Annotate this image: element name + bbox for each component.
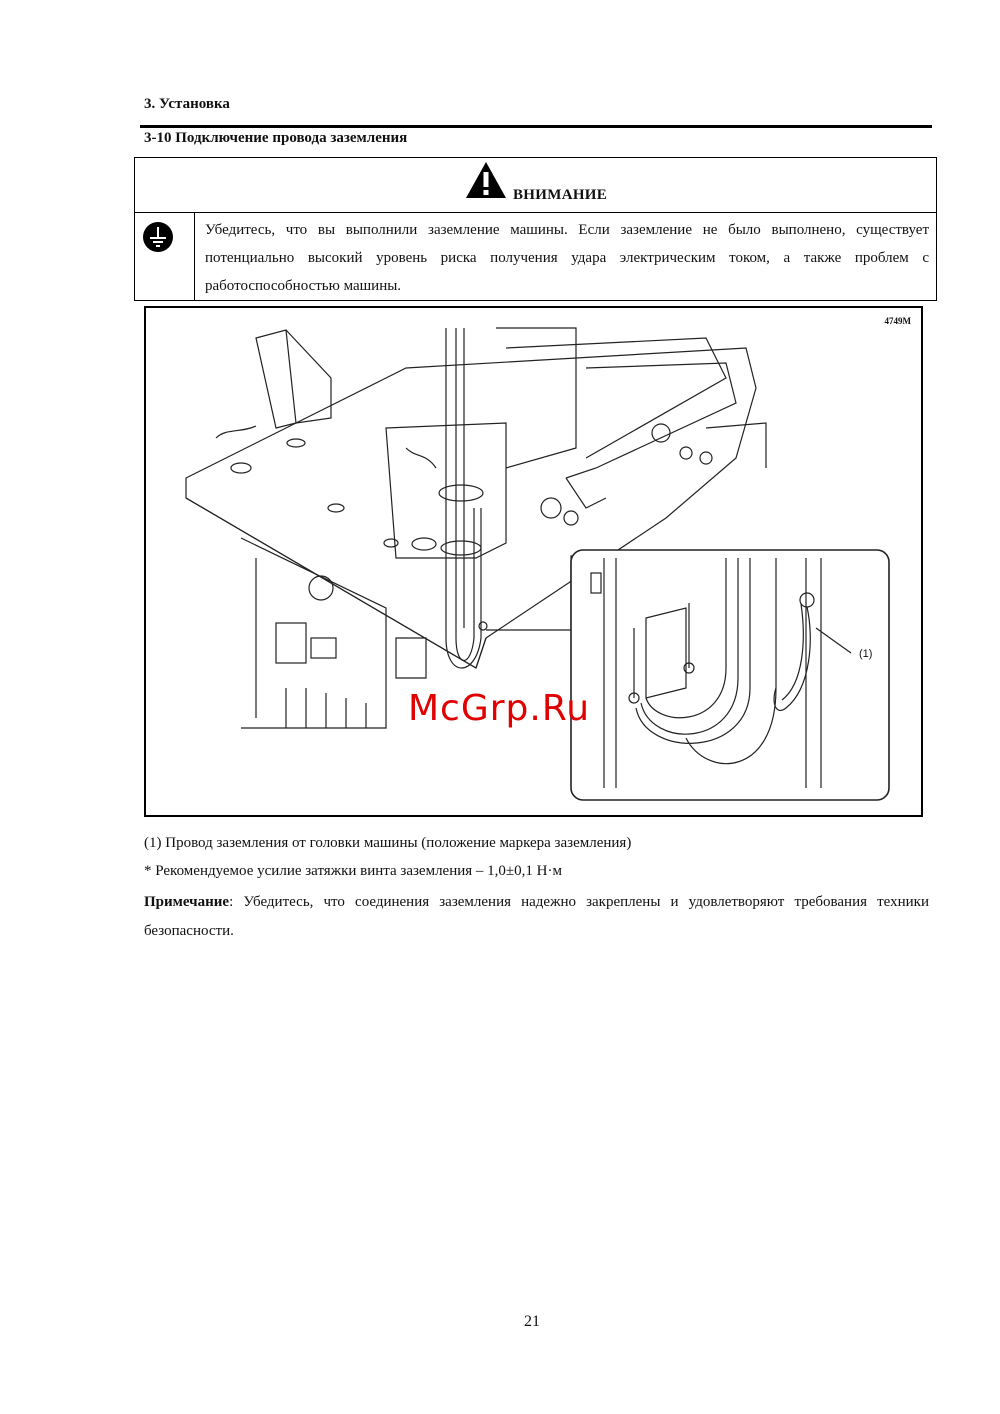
page-number: 21 bbox=[524, 1313, 540, 1330]
subsection-title: 3-10 Подключение провода заземления bbox=[144, 130, 408, 146]
warning-icon-cell bbox=[135, 213, 195, 301]
warning-text: Убедитесь, что вы выполнили заземление машины. Если заземление не было выполнено, существует потенциально высокий уровень риска получения удара электрическим током, а также проблем с работоспособностью машины. bbox=[205, 222, 929, 294]
note-text: : Убедитесь, что соединения заземления надежно закреплены и удовлетворяют требования техники безопасности. bbox=[144, 894, 929, 939]
ground-symbol-icon bbox=[142, 221, 174, 253]
figure-code: 4749M bbox=[884, 316, 911, 326]
warning-box bbox=[134, 157, 937, 301]
callout-label-1: (1) bbox=[859, 648, 873, 660]
note-label: Примечание bbox=[144, 894, 230, 910]
note-paragraph bbox=[144, 888, 929, 946]
caption-ground-wire: (1) Провод заземления от головки машины (положение маркера заземления) bbox=[144, 835, 632, 851]
warning-title: ВНИМАНИЕ bbox=[513, 187, 608, 203]
caption-torque: * Рекомендуемое усилие затяжки винта заземления – 1,0±0,1 Н·м bbox=[144, 863, 562, 879]
warning-triangle-icon bbox=[464, 160, 508, 200]
machine-line-drawing bbox=[146, 308, 921, 815]
warning-header bbox=[135, 158, 936, 213]
header-rule bbox=[140, 125, 932, 128]
watermark: McGrp.Ru bbox=[408, 688, 591, 729]
section-title: 3. Установка bbox=[144, 96, 230, 112]
grounding-illustration bbox=[144, 306, 923, 817]
